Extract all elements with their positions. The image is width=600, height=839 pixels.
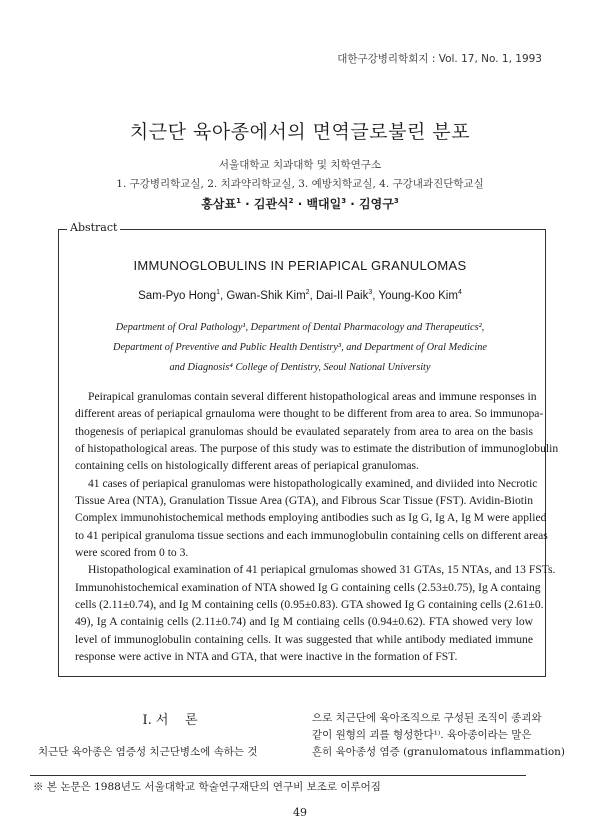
section-heading: I. 서 론 [142, 713, 198, 728]
abstract-label: Abstract [70, 221, 118, 234]
korean-authors [0, 195, 600, 212]
body-right-line: 으로 치근단에 육아조직으로 구성된 조직이 종괴와 [312, 712, 542, 724]
abstract-line: Peirapical granulomas contain several different histopathological areas and immune responses in [88, 390, 537, 403]
journal-header: 대한구강병리학회지 : Vol. 17, No. 1, 1993 [337, 53, 542, 65]
dept-line: Department of Oral Pathology¹, Department of Dental Pharmacology and Therapeutics², [115, 322, 485, 333]
author: 김관식 [253, 197, 289, 211]
author: Dai-Il Paik [315, 289, 369, 302]
footnote: ※ 본 논문은 1988년도 서울대학교 학술연구재단의 연구비 보조로 이루어짐 [33, 781, 381, 793]
author: 홍삼표 [201, 197, 237, 211]
column-rule [314, 775, 526, 776]
abstract-line: Histopathological examination of 41 periapical grnulomas showed 31 GTAs, 15 NTAs, and 13 FSTs. [88, 563, 556, 576]
abstract-line: were scored from 0 to 3. [75, 546, 189, 559]
abstract-line: level of immunoglobulin containing cells. It was suggested that while antibody mediated immune [75, 633, 533, 646]
english-authors: Sam-Pyo Hong$^1$, Gwan-Shik Kim$^2$, Dai-Il Paik$^3$, Young-Koo Kim$^4$ [138, 289, 462, 302]
body-right-line: 같이 원형의 괴를 형성한다¹⁾. 육아종이라는 말은 [312, 729, 532, 741]
author: 백대일 [306, 197, 342, 211]
body-right-line: 흔히 육아종성 염증 (granulomatous inflammation) [312, 746, 566, 758]
author-sup: 3 [393, 197, 399, 205]
abstract-line: Tissue Area (NTA), Granulation Tissue Area (GTA), and Fibrous Scar Tissue (FST). Avidin-Biotin [75, 494, 533, 507]
english-title: IMMUNOGLOBULINS IN PERIAPICAL GRANULOMAS [133, 258, 467, 273]
abstract-box-top [58, 229, 545, 230]
abstract-line: different areas of periapical grnauloma were thought to be different from area to area. So immunopa- [75, 407, 544, 420]
author-sup: 3 [341, 197, 347, 205]
page-number: 49 [293, 806, 307, 819]
abstract-line: of histopathological areas. The purpose of this study was to estimate the distribution of immunoglobulin [75, 442, 559, 455]
footnote-rule [30, 775, 314, 776]
abstract-line: 49), Ig A containig cells (2.11±0.74) and Ig M contiaing cells (0.94±0.62). FTA showed very low [75, 615, 533, 628]
institution: 서울대학교 치과대학 및 치학연구소 [218, 159, 382, 171]
author-sup: 3 [368, 289, 373, 296]
separator: · [240, 197, 254, 211]
author: Gwan-Shik Kim [226, 289, 306, 302]
korean-title: 치근단 육아종에서의 면역글로불린 분포 [129, 121, 471, 143]
departments-korean: 1. 구강병리학교실, 2. 치과약리학교실, 3. 예방치학교실, 4. 구강내과진단학교실 [116, 178, 484, 190]
abstract-line: response were active in NTA and GTA, that were inactive in the formation of FST. [75, 650, 458, 663]
author: Young-Koo Kim [378, 289, 458, 302]
abstract-line: to 41 peripical granuloma tissue sections and each immunoglobulin containing cells on different areas [75, 529, 548, 542]
author-sup: 4 [457, 289, 462, 296]
author: Sam-Pyo Hong [138, 289, 217, 302]
abstract-line: containing cells on histologically different areas of periapical granulomas. [75, 459, 419, 472]
author-sup: 2 [305, 289, 310, 296]
author: 김영구 [359, 197, 394, 211]
dept-line: Department of Preventive and Public Health Dentistry³, and Department of Oral Medicine [113, 342, 487, 353]
author-sup: 1 [236, 197, 241, 205]
abstract-line: cells (2.11±0.74), and Ig M containing cells (0.95±0.83). GTA showed Ig G containing cells (2.61±0. [75, 598, 544, 611]
separator: · [346, 197, 360, 211]
abstract-line: 41 cases of periapical granulomas were histopathologically examined, and diviided into Necrotic [88, 477, 538, 490]
body-left-line: 치근단 육아종은 염증성 치근단병소에 속하는 것 [38, 746, 258, 758]
author-sup: 2 [288, 197, 294, 205]
abstract-line: thogenesis of periapical granulomas should be evaulated separately from area to area on the basis [75, 425, 533, 438]
abstract-line: Complex immunohistochemical methods employing antibodies such as Ig G, Ig A, Ig M were applied [75, 511, 547, 524]
author-sup: 1 [216, 289, 221, 296]
dept-line: and Diagnosis⁴ College of Dentistry, Seoul National University [169, 362, 431, 373]
separator: · [293, 197, 307, 211]
abstract-line: Immunohistochemical examination of NTA showed Ig G containing cells (2.53±0.75), Ig A containg [75, 581, 541, 594]
